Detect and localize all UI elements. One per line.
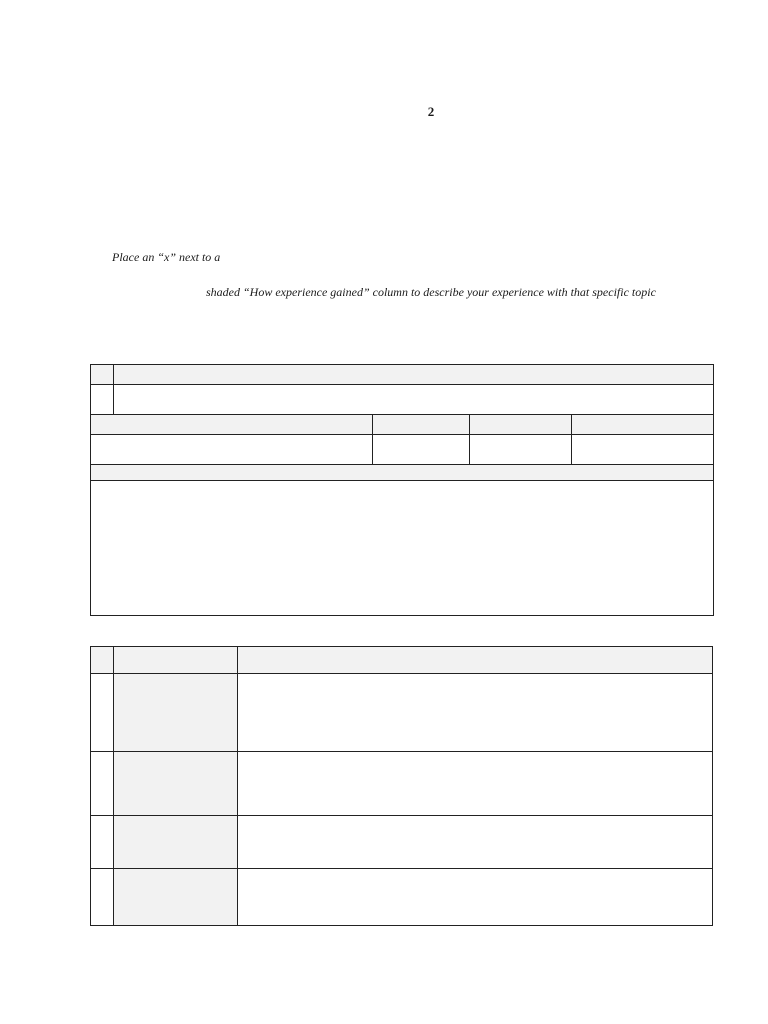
checkbox-cell[interactable] [91,674,113,751]
entry-cell[interactable] [373,435,469,464]
experience-gained-cell[interactable] [238,869,712,925]
page-number: 2 [427,104,435,119]
text-entry-cell[interactable] [114,385,713,414]
entry-cell[interactable] [91,435,372,464]
instruction-line-2: shaded “How experience gained” column to describe your experience with that specific topic [206,285,656,299]
large-text-area-cell[interactable] [91,481,713,615]
column-divider [113,646,114,926]
instruction-line-1: Place an “x” next to a [112,250,221,264]
experience-gained-cell[interactable] [238,816,712,868]
checkbox-cell[interactable] [91,752,113,815]
row-divider [90,414,714,415]
checkbox-cell[interactable] [91,816,113,868]
experience-gained-cell[interactable] [238,752,712,815]
row-divider [90,464,714,465]
entry-cell[interactable] [470,435,571,464]
checkbox-cell[interactable] [91,869,113,925]
entry-cell[interactable] [572,435,713,464]
experience-gained-cell[interactable] [238,674,712,751]
